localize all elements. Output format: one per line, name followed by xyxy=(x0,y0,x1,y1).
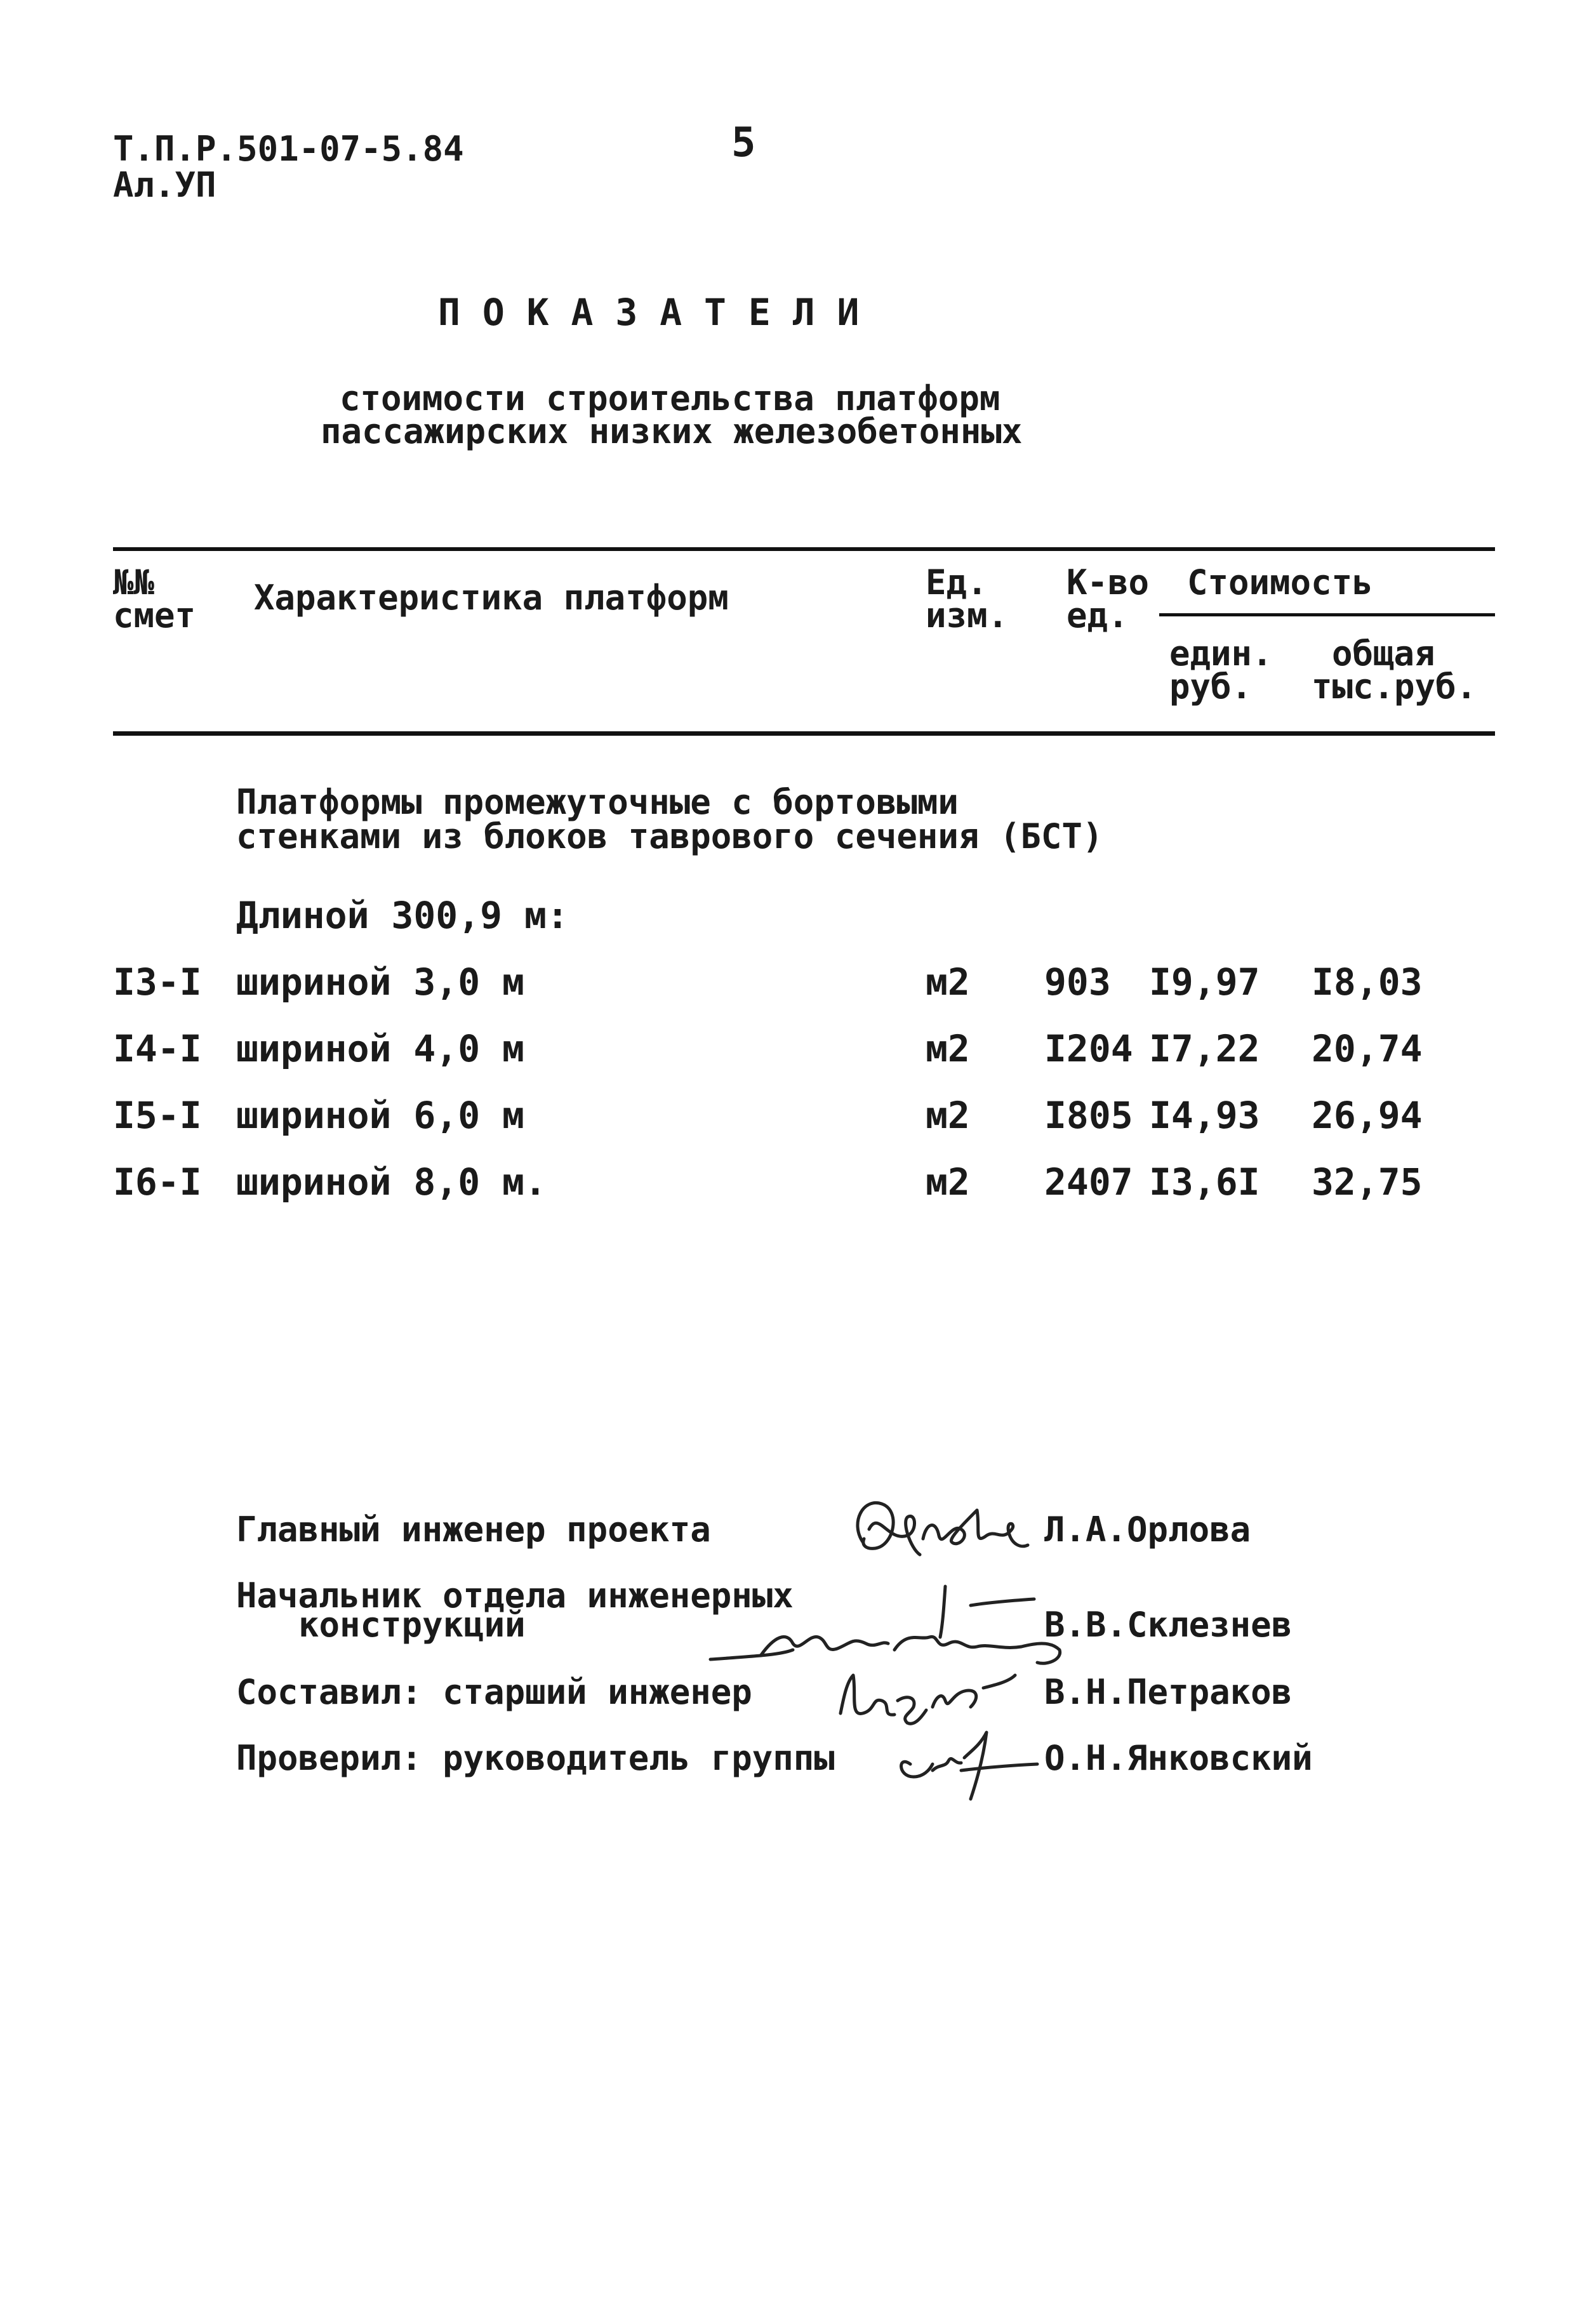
row-unit-cost: I9,97 xyxy=(1149,960,1260,1004)
col-qty-header-2: ед. xyxy=(1067,595,1129,635)
signature-role: Начальник отдела инженерных xyxy=(236,1576,794,1616)
row-total-cost: 20,74 xyxy=(1312,1027,1423,1070)
row-description: шириной 6,0 м xyxy=(236,1094,524,1137)
row-number: I4-I xyxy=(113,1027,202,1070)
col-qty-header-1: К-во xyxy=(1067,562,1150,602)
table-header-bottom-rule xyxy=(113,731,1495,736)
col-number-header-1: №№ xyxy=(113,562,155,602)
row-quantity: 2407 xyxy=(1044,1160,1133,1204)
cost-header-rule xyxy=(1159,613,1495,616)
col-characteristic-header: Характеристика платформ xyxy=(254,578,729,618)
page-title: П О К А З А Т Е Л И xyxy=(438,291,860,334)
col-total-cost-header-1: общая xyxy=(1332,634,1435,674)
row-quantity: I204 xyxy=(1044,1027,1133,1070)
row-unit: м2 xyxy=(926,1027,970,1070)
signature-role-cont: конструкций xyxy=(298,1605,526,1645)
row-description: шириной 4,0 м xyxy=(236,1027,524,1070)
col-cost-header: Стоимость xyxy=(1187,562,1373,602)
signer-name: В.В.Склезнев xyxy=(1044,1605,1293,1645)
row-number: I3-I xyxy=(113,960,202,1004)
page-number: 5 xyxy=(731,119,756,166)
signature-role: Составил: старший инженер xyxy=(236,1672,752,1712)
handwritten-signature-1 xyxy=(825,1473,1016,1562)
col-number-header-2: смет xyxy=(113,595,196,635)
signer-name: Л.А.Орлова xyxy=(1044,1510,1251,1550)
row-total-cost: 32,75 xyxy=(1312,1160,1423,1204)
col-unit-header-2: изм. xyxy=(926,595,1009,635)
row-description: шириной 8,0 м. xyxy=(236,1160,547,1204)
section-title-line-2: стенками из блоков таврового сечения (БСТ) xyxy=(236,816,1103,856)
row-unit-cost: I7,22 xyxy=(1149,1027,1260,1070)
row-total-cost: 26,94 xyxy=(1312,1094,1423,1137)
row-unit: м2 xyxy=(926,1094,970,1137)
row-number: I6-I xyxy=(113,1160,202,1204)
row-unit-cost: I3,6I xyxy=(1149,1160,1260,1204)
row-quantity: I805 xyxy=(1044,1094,1133,1137)
signature-role: Главный инженер проекта xyxy=(236,1510,711,1550)
col-unit-header-1: Ед. xyxy=(926,562,988,602)
row-unit: м2 xyxy=(926,1160,970,1204)
col-total-cost-header-2: тыс.руб. xyxy=(1312,667,1477,707)
subtitle-line-2: пассажирских низких железобетонных xyxy=(321,411,1023,451)
signer-name: О.Н.Янковский xyxy=(1044,1738,1313,1778)
handwritten-signature-2 xyxy=(679,1568,1047,1663)
document-code: Т.П.Р.501-07-5.84 xyxy=(113,129,464,169)
signer-name: В.Н.Петраков xyxy=(1044,1672,1293,1712)
table-top-rule xyxy=(113,547,1495,551)
col-unit-cost-header-2: руб. xyxy=(1169,667,1253,707)
row-unit: м2 xyxy=(926,960,970,1004)
row-quantity: 903 xyxy=(1044,960,1111,1004)
subtitle-line-1: стоимости строительства платформ xyxy=(340,378,1000,418)
handwritten-signature-4 xyxy=(860,1708,1019,1790)
row-description: шириной 3,0 м xyxy=(236,960,524,1004)
signature-role: Проверил: руководитель группы xyxy=(236,1738,835,1778)
section-title-line-1: Платформы промежуточные с бортовыми xyxy=(236,782,959,822)
row-total-cost: I8,03 xyxy=(1312,960,1423,1004)
row-unit-cost: I4,93 xyxy=(1149,1094,1260,1137)
col-unit-cost-header-1: един. xyxy=(1169,634,1273,674)
row-number: I5-I xyxy=(113,1094,202,1137)
length-label: Длиной 300,9 м: xyxy=(236,894,569,937)
album-code: Ал.УП xyxy=(113,165,216,205)
